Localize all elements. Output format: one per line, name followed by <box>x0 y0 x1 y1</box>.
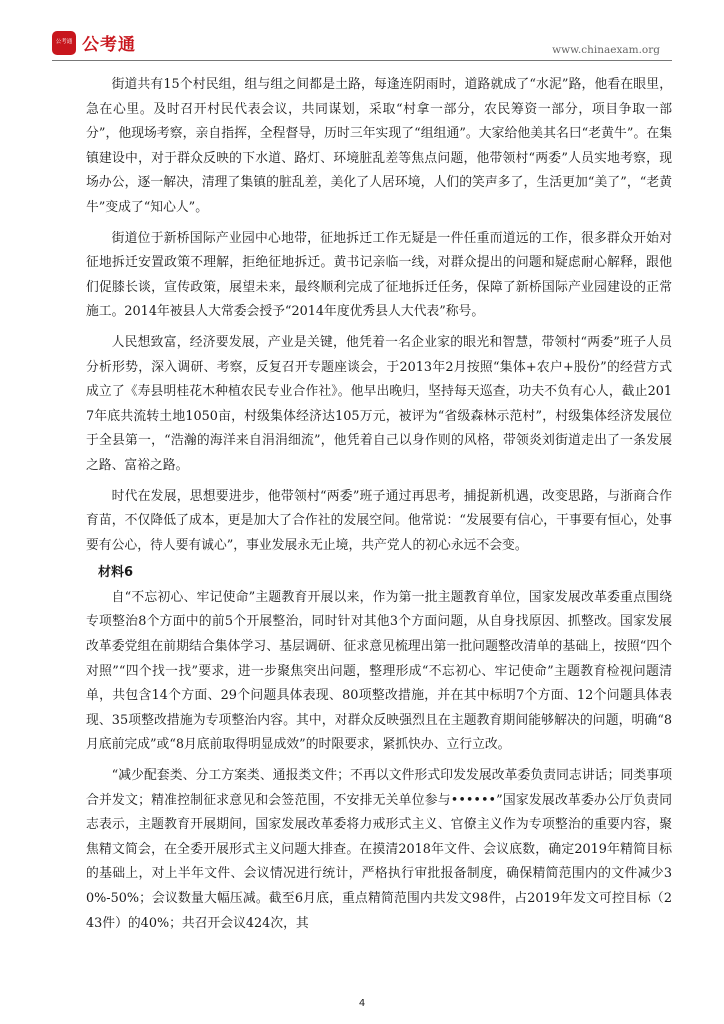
site-url[interactable]: www.chinaexam.org <box>552 44 660 56</box>
logo-badge-icon: 公考通 <box>52 31 76 55</box>
page-header <box>0 0 724 66</box>
page-number: 4 <box>358 998 366 1009</box>
section-title: 材料6 <box>98 565 134 581</box>
paragraph: 街道位于新桥国际产业园中心地带，征地拆迁工作无疑是一件任重而道远的工作，很多群众开始对征地拆迁安置政策不理解，拒绝征地拆迁。黄书记亲临一线，对群众提出的问题和疑虑耐心解释，跟他们促膝长谈，宣传政策，展望未来，最终顺利完成了征地拆迁任务，保障了新桥国际产业园建设的正常施工。2014年被县人大常委会授予“2014年度优秀县人大代表”称号。 <box>86 230 672 320</box>
paragraph: 人民想致富，经济要发展，产业是关键，他凭着一名企业家的眼光和智慧，带领村“两委”班子人员分析形势，深入调研、考察，反复召开专题座谈会，于2013年2月按照“集体+农户+股份”的经营方式成立了《寿县明桂花木种植农民专业合作社》。他早出晚归，坚持每天巡查，功夫不负有心人，截止2017年底共流转土地1050亩，村级集体经济达105万元，被评为“省级森林示范村”，村级集体经济发展位于全县第一，“浩瀚的海洋来自涓涓细流”，他凭着自己以身作则的风格，带领炎刘街道走出了一条发展之路、富裕之路。 <box>86 334 672 473</box>
paragraph: 自“不忘初心、牢记使命”主题教育开展以来，作为第一批主题教育单位，国家发展改革委重点围绕专项整治8个方面中的前5个开展整治，同时针对其他3个方面问题，从自身找原因、抓整改。国家发展改革委党组在前期结合集体学习、基层调研、征求意见梳理出第一批问题整改清单的基础上，按照“四个对照”“四个找一找”要求，进一步聚焦突出问题，整理形成“不忘初心、牢记使命”主题教育检视问题清单，共包含14个方面、29个问题具体表现、80项整改措施，并在其中标明7个方面、12个问题具体表现、35项整改措施为专项整治内容。其中，对群众反映强烈且在主题教育期间能够解决的问题，明确“8月底前完成”或“8月底前取得明显成效”的时限要求，紧抓快办、立行立改。 <box>86 589 672 753</box>
paragraph: “减少配套类、分工方案类、通报类文件；不再以文件形式印发发展改革委负责同志讲话；同类事项合并发文；精准控制征求意见和会签范围，不安排无关单位参与••••••”国家发展改革委办公厅负责同志表示，主题教育开展期间，国家发展改革委将力戒形式主义、官僚主义作为专项整治的重要内容，聚焦精文简会，在全委开展形式主义问题大排查。在摸清2018年文件、会议底数，确定2019年精简目标的基础上，对上半年文件、会议情况进行统计，严格执行审批报备制度，确保精简范围内的文件减少30%-50%；会议数量大幅压减。截至6月底，重点精简范围内共发文98件，占2019年发文可控目标（243件）的40%；共召开会议424次，其 <box>86 768 672 931</box>
logo-text: 公考通 <box>82 35 136 55</box>
paragraph: 街道共有15个村民组，组与组之间都是土路，每逢连阴雨时，道路就成了“水泥”路，他看在眼里，急在心里。及时召开村民代表会议，共同谋划，采取“村拿一部分，农民筹资一部分，项目争取一部分”，他现场考察，亲自指挥，全程督导，历时三年实现了“组组通”。大家给他美其名曰“老黄牛”。在集镇建设中，对于群众反映的下水道、路灯、环境脏乱差等焦点问题，他带领村“两委”人员实地考察，现场办公，逐一解决，清理了集镇的脏乱差，美化了人居环境，人们的笑声多了，生活更加“美了”，“老黄牛”变成了“知心人”。 <box>86 77 672 215</box>
logo[interactable] <box>52 30 136 55</box>
document-body <box>86 73 672 936</box>
paragraph: 时代在发展，思想要进步，他带领村“两委”班子通过再思考，捕捉新机遇，改变思路，与浙商合作育苗，不仅降低了成本，更是加大了合作社的发展空间。他常说：“发展要有信心，干事要有恒心，处事要有公心，待人要有诚心”，事业发展永无止境，共产党人的初心永远不会变。 <box>86 488 672 553</box>
header-divider <box>52 60 672 61</box>
